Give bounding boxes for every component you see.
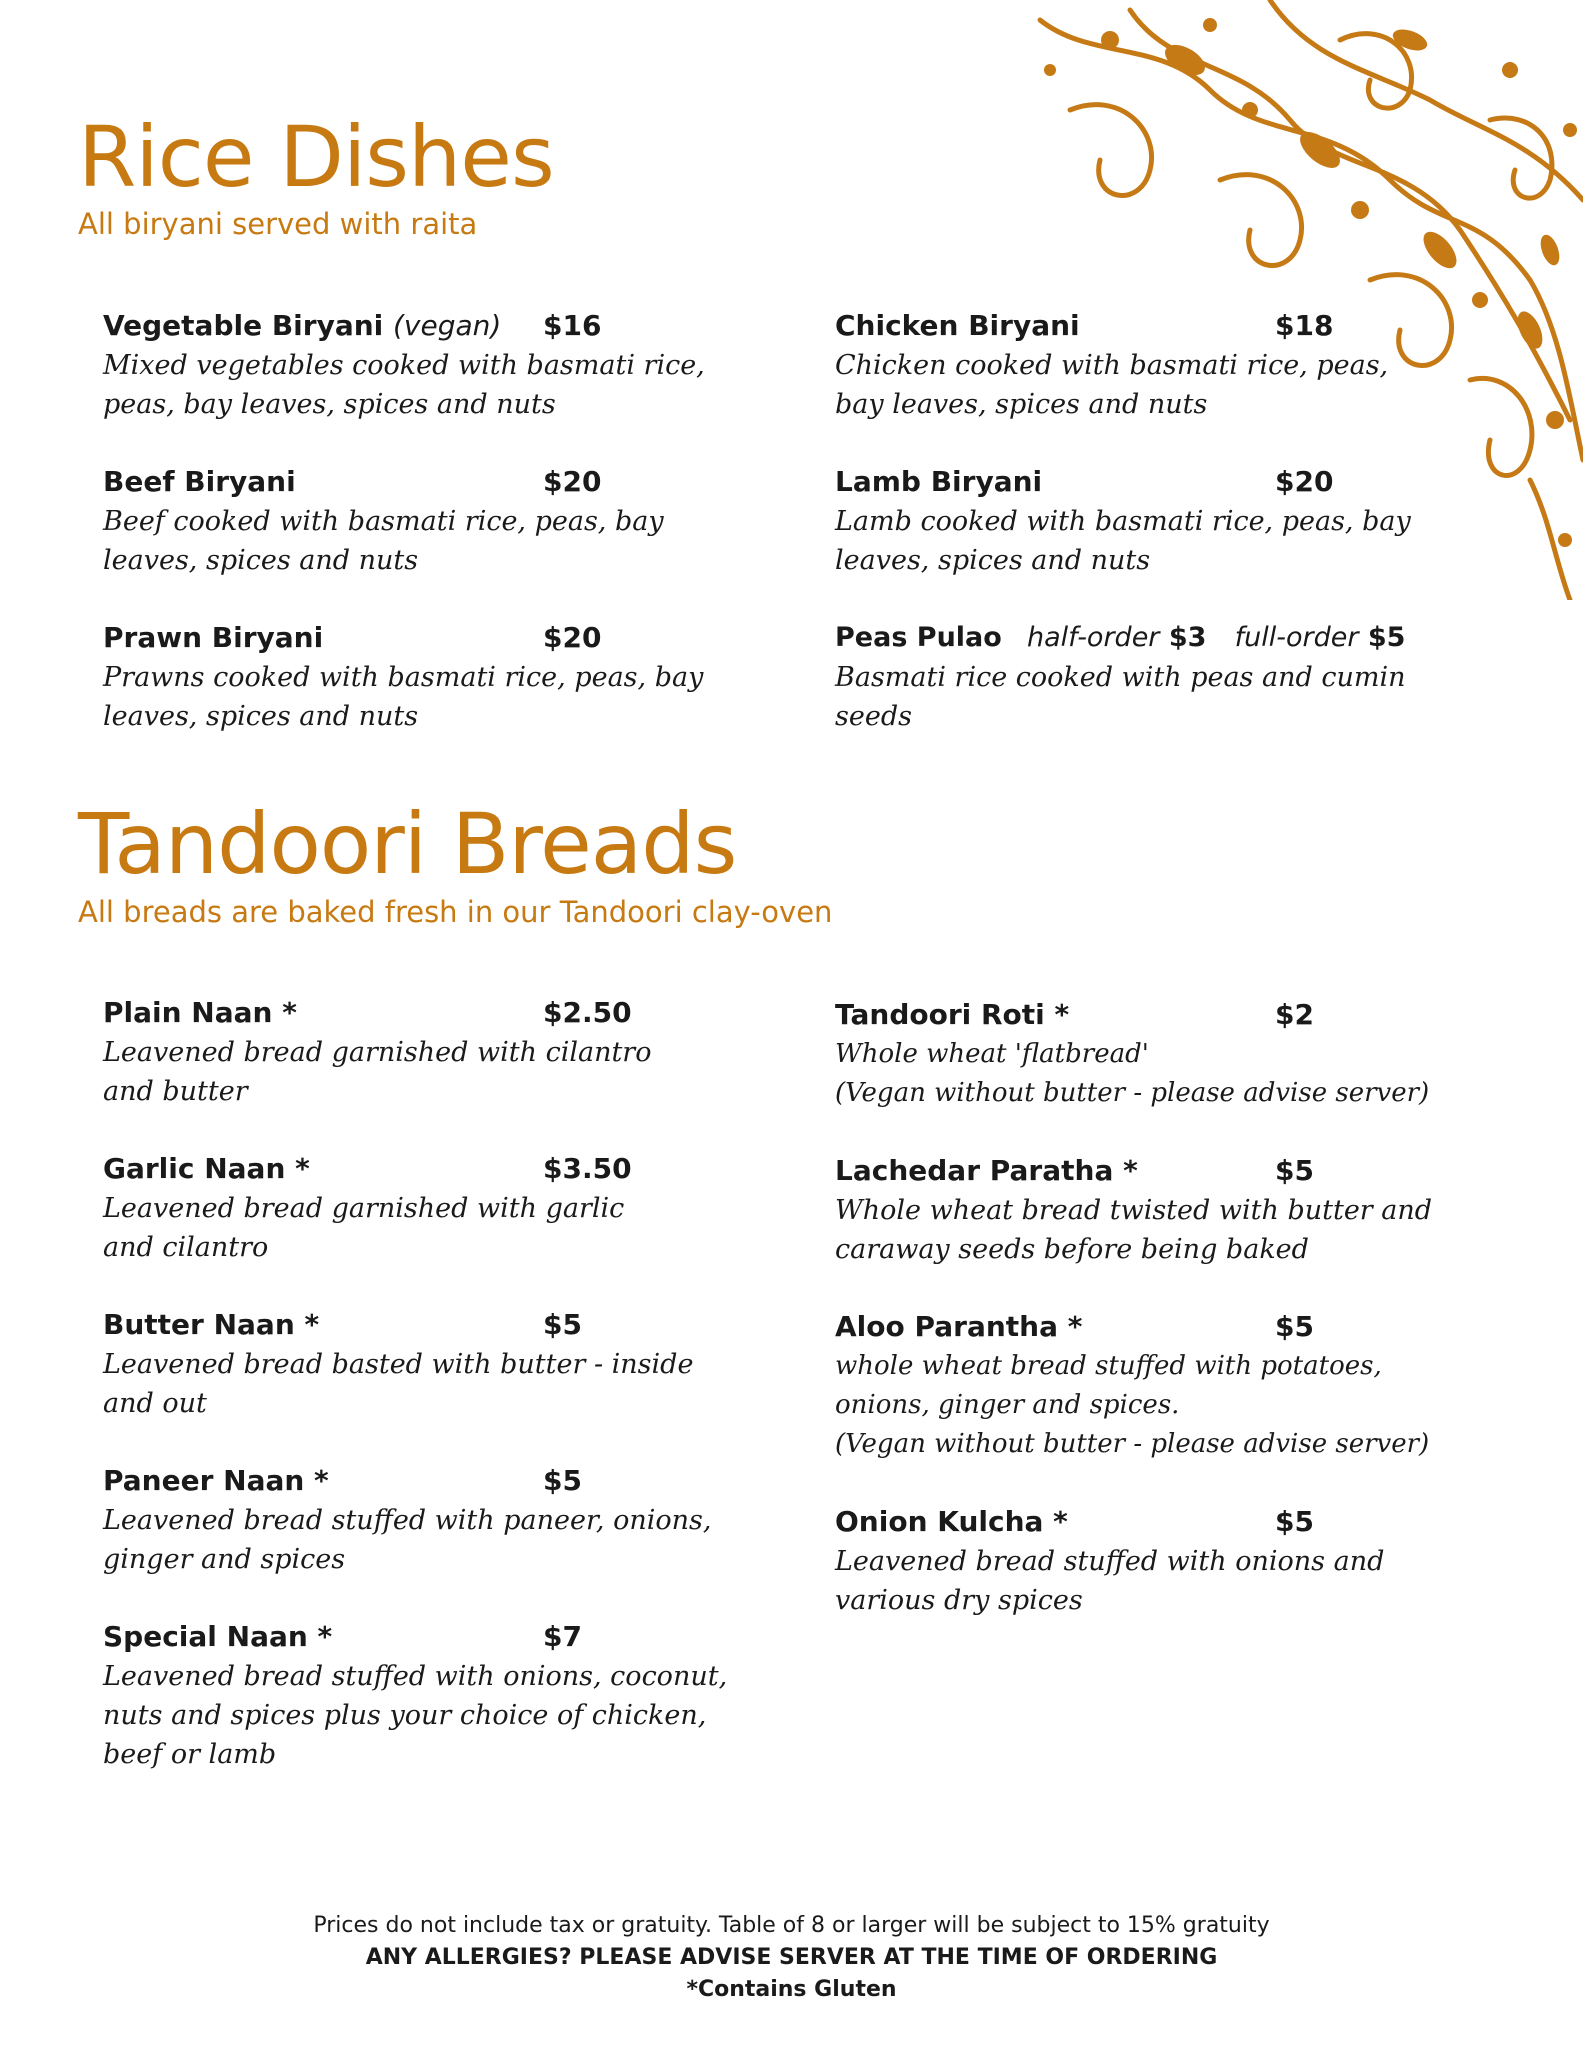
item-name: Tandoori Roti * [835,998,1070,1031]
item-price: $5 [1275,1154,1314,1187]
footer-tax-note: Prices do not include tax or gratuity. Table of 8 or larger will be subject to 15% gratuity [313,1913,1270,1938]
item-name: Garlic Naan * [103,1152,310,1185]
item-description: Mixed vegetables cooked with basmati rice, peas, bay leaves, spices and nuts [103,350,705,420]
item-price: $18 [1275,309,1334,342]
menu-item-tandoori-roti [835,995,1475,1113]
menu-item-paneer-naan [103,1461,743,1579]
menu-item-plain-naan [103,993,743,1111]
item-description: Leavened bread garnished with garlic and cilantro [103,1193,625,1263]
menu-item-special-naan [103,1617,743,1774]
item-description: Chicken cooked with basmati rice, peas, bay leaves, spices and nuts [835,350,1389,420]
menu-item-lamb-biryani [835,462,1475,580]
item-name: Plain Naan * [103,996,297,1029]
menu-item-aloo-parantha [835,1307,1475,1464]
menu-item-beef-biryani [103,462,743,580]
item-price: $5 [1275,1310,1314,1343]
item-price: $5 [1275,1505,1314,1538]
full-order-price: $5 [1367,622,1406,653]
item-description: Leavened bread garnished with cilantro and butter [103,1037,652,1107]
item-description: Whole wheat 'flatbread' (Vegan without butter - please advise server) [835,1039,1430,1108]
item-price: $16 [543,309,602,342]
menu-item-chicken-biryani [835,306,1475,424]
half-order-label: half-order [1027,622,1160,653]
item-name: Aloo Parantha * [835,1310,1083,1343]
rice-section-title: Rice Dishes [78,108,554,206]
item-description: Leavened bread stuffed with onions and various dry spices [835,1546,1385,1616]
item-price: $5 [543,1308,582,1341]
item-name: Chicken Biryani [835,309,1080,342]
item-name: Lamb Biryani [835,465,1043,498]
item-name: Vegetable Biryani [103,309,384,342]
item-price: $2.50 [543,996,632,1029]
item-description: Whole wheat bread twisted with butter and caraway seeds before being baked [835,1195,1433,1265]
item-description: Leavened bread basted with butter - inside and out [103,1349,694,1419]
item-description: whole wheat bread stuffed with potatoes, onions, ginger and spices. (Vegan without butter - please advise server) [835,1351,1430,1459]
item-price: $7 [543,1620,582,1653]
full-order-label: full-order [1234,622,1359,653]
item-name: Peas Pulao [835,622,1002,653]
half-order-price: $3 [1168,622,1207,653]
menu-item-peas-pulao [835,618,1475,736]
item-name: Prawn Biryani [103,621,324,654]
item-note: (vegan) [393,309,502,342]
menu-footer [0,1910,1583,2006]
item-description: Lamb cooked with basmati rice, peas, bay leaves, spices and nuts [835,506,1411,576]
item-name: Butter Naan * [103,1308,320,1341]
item-description: Leavened bread stuffed with onions, coconut, nuts and spices plus your choice of chicken, beef or lamb [103,1661,728,1770]
menu-item-onion-kulcha [835,1502,1475,1620]
breads-section-title: Tandoori Breads [78,795,737,893]
item-price: $20 [543,621,602,654]
menu-item-garlic-naan [103,1149,743,1267]
item-name: Special Naan * [103,1620,333,1653]
item-price: $2 [1275,998,1314,1031]
item-price: $5 [543,1464,582,1497]
item-name: Onion Kulcha * [835,1505,1068,1538]
rice-section-subtitle: All biryani served with raita [78,207,478,241]
item-description: Leavened bread stuffed with paneer, onions, ginger and spices [103,1505,712,1575]
item-price: $20 [543,465,602,498]
breads-section-subtitle: All breads are baked fresh in our Tandoori clay-oven [78,895,833,929]
item-description: Basmati rice cooked with peas and cumin seeds [835,662,1406,732]
item-price: $3.50 [543,1152,632,1185]
menu-item-lachedar-paratha [835,1151,1475,1269]
menu-item-vegetable-biryani [103,306,743,424]
item-description: Prawns cooked with basmati rice, peas, bay leaves, spices and nuts [103,662,704,732]
item-price: $20 [1275,465,1334,498]
footer-allergy-note: ANY ALLERGIES? PLEASE ADVISE SERVER AT THE TIME OF ORDERING [365,1945,1218,1970]
item-description: Beef cooked with basmati rice, peas, bay leaves, spices and nuts [103,506,664,576]
item-price-options [1027,618,1405,658]
menu-item-prawn-biryani [103,618,743,736]
item-name: Paneer Naan * [103,1464,329,1497]
item-name: Lachedar Paratha * [835,1154,1138,1187]
menu-item-butter-naan [103,1305,743,1423]
item-name: Beef Biryani [103,465,296,498]
footer-gluten-note: *Contains Gluten [686,1977,897,2002]
